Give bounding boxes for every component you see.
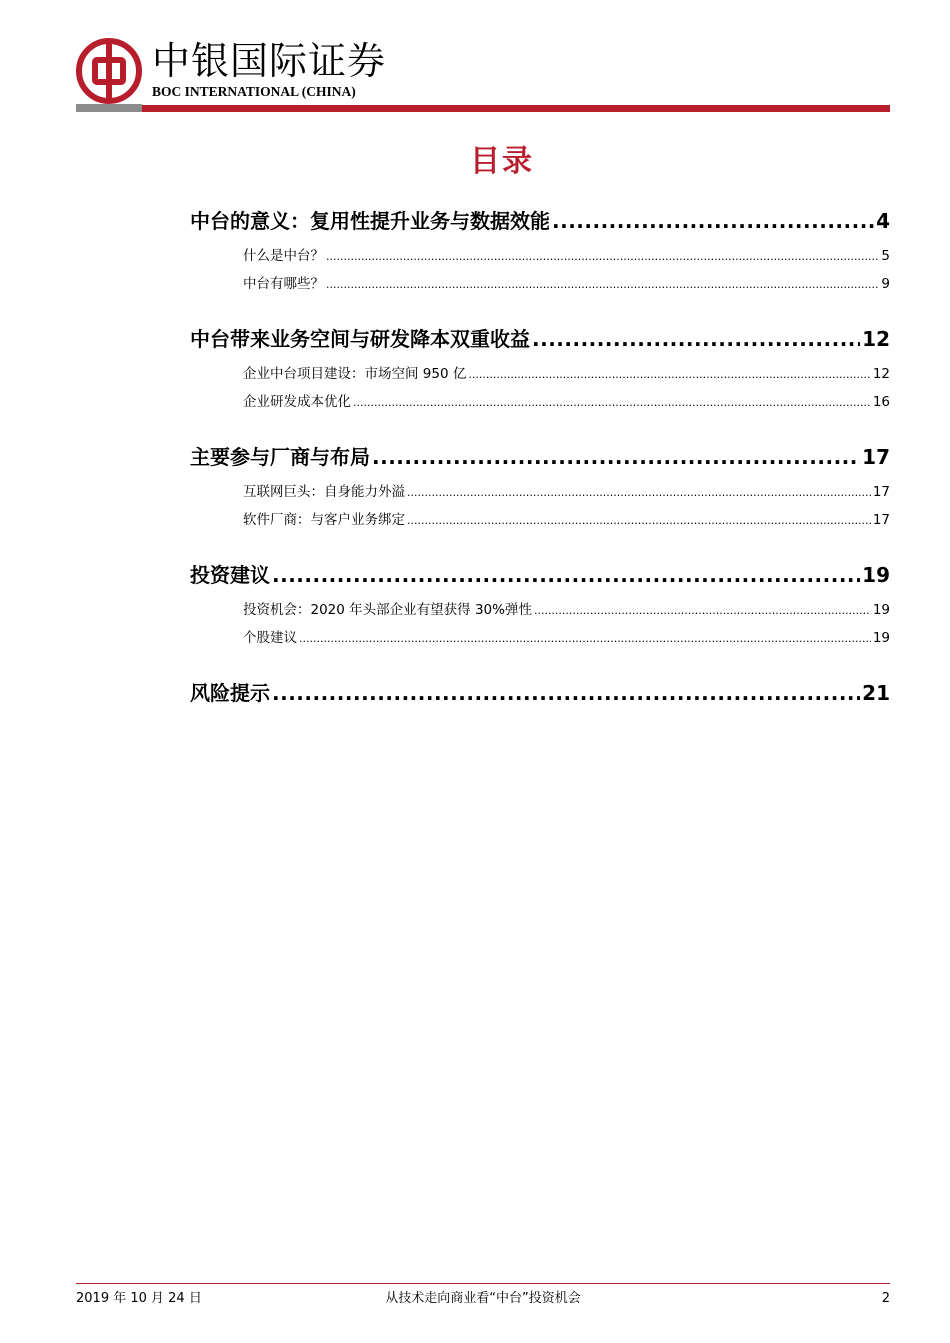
toc-leader-dots [299,625,871,653]
toc-entry-page: 9 [881,276,890,292]
page-header [0,0,950,112]
toc-leader-dots [552,200,874,242]
footer-page-number: 2 [881,1291,890,1306]
toc-leader-dots [468,361,870,389]
toc-entry-label: 风险提示 [190,681,270,705]
toc-entry-label: 中台带来业务空间与研发降本双重收益 [190,327,530,351]
footer-date: 2019 年 10 月 24 日 [76,1291,202,1306]
toc-entry-page: 12 [872,366,890,382]
toc-leader-dots [272,672,860,714]
toc-subsection[interactable] [190,624,890,652]
toc-entry-page: 4 [876,209,890,233]
toc-leader-dots [353,389,871,417]
toc-leader-dots [326,243,879,271]
toc-section-gap [190,416,890,436]
header-rule-accent [76,104,142,112]
toc-entry-label: 什么是中台？ [243,248,324,264]
toc-entry-label: 个股建议 [243,630,297,646]
boc-logo-icon [76,38,142,104]
toc-entry-page: 17 [872,484,890,500]
toc-entry-label: 软件厂商：与客户业务绑定 [243,512,405,528]
logo-english-name: BOC INTERNATIONAL (CHINA) [152,84,356,99]
toc-entry-page: 12 [862,327,890,351]
toc-section[interactable] [190,436,890,478]
table-of-contents [190,200,890,714]
toc-leader-dots [272,554,860,596]
toc-subsection[interactable] [190,506,890,534]
toc-section[interactable] [190,672,890,714]
toc-section[interactable] [190,554,890,596]
page-footer [76,1289,890,1309]
footer-rule [76,1283,890,1284]
toc-section-gap [190,298,890,318]
footer-report-title: 从技术走向商业看“中台”投资机会 [385,1291,581,1306]
toc-subsection[interactable] [190,242,890,270]
toc-entry-page: 19 [872,602,890,618]
toc-subsection[interactable] [190,596,890,624]
toc-leader-dots [534,597,871,625]
toc-entry-page: 21 [862,681,890,705]
toc-entry-label: 主要参与厂商与布局 [190,445,370,469]
toc-title: 目录 [470,144,534,179]
toc-leader-dots [326,271,879,299]
toc-entry-label: 中台有哪些？ [243,276,324,292]
toc-leader-dots [372,436,860,478]
toc-entry-page: 19 [872,630,890,646]
toc-entry-label: 互联网巨头：自身能力外溢 [243,484,405,500]
toc-section-gap [190,652,890,672]
toc-subsection[interactable] [190,270,890,298]
toc-subsection[interactable] [190,360,890,388]
toc-leader-dots [407,507,871,535]
toc-leader-dots [532,318,860,360]
toc-section[interactable] [190,200,890,242]
toc-entry-page: 17 [872,512,890,528]
toc-entry-label: 企业研发成本优化 [243,394,351,410]
toc-entry-page: 17 [862,445,890,469]
toc-leader-dots [407,479,871,507]
header-rule [76,105,890,112]
toc-entry-page: 16 [872,394,890,410]
toc-entry-label: 中台的意义：复用性提升业务与数据效能 [190,209,550,233]
logo-chinese-name: 中银国际证券 [152,39,387,83]
toc-subsection[interactable] [190,388,890,416]
toc-entry-label: 投资建议 [190,563,270,587]
toc-section[interactable] [190,318,890,360]
toc-entry-page: 5 [881,248,890,264]
toc-subsection[interactable] [190,478,890,506]
toc-section-gap [190,534,890,554]
toc-entry-page: 19 [862,563,890,587]
toc-entry-label: 企业中台项目建设：市场空间 950 亿 [243,366,467,382]
toc-entry-label: 投资机会：2020 年头部企业有望获得 30%弹性 [243,602,532,618]
